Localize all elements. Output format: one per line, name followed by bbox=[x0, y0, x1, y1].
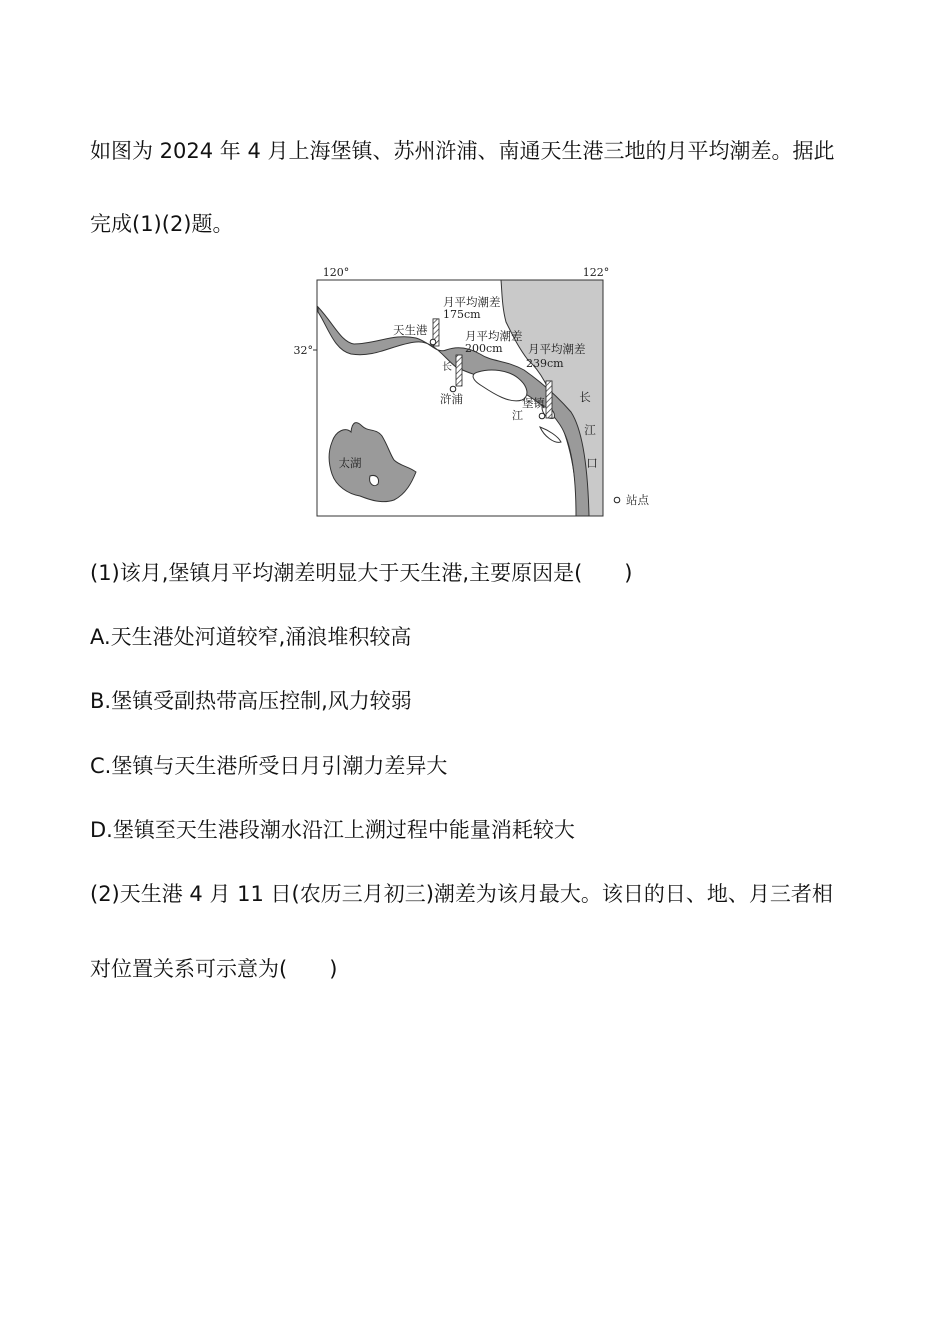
lon-label-122: 122° bbox=[582, 266, 610, 279]
q1-option-b: B.堡镇受副热带高压控制,风力较弱 bbox=[90, 689, 412, 713]
bar-value-baozhen: 239cm bbox=[526, 357, 564, 370]
bar-title-baozhen: 月平均潮差 bbox=[528, 342, 586, 356]
station-marker-tianshenggang bbox=[430, 339, 436, 345]
station-label-baozhen: 堡镇 bbox=[522, 396, 545, 410]
river-label-jiang: 江 bbox=[512, 409, 523, 422]
q2-stem-line-2: 对位置关系可示意为( ) bbox=[90, 957, 338, 981]
estuary-char-3: 口 bbox=[586, 456, 598, 470]
legend-station-label: 站点 bbox=[626, 493, 649, 507]
station-marker-xupu bbox=[450, 386, 456, 392]
tidal-range-map bbox=[293, 262, 656, 522]
estuary-char-1: 长 bbox=[579, 390, 591, 404]
station-marker-baozhen bbox=[539, 413, 545, 419]
lake-label: 太湖 bbox=[338, 456, 362, 470]
stem-line-1: 如图为 2024 年 4 月上海堡镇、苏州浒浦、南通天生港三地的月平均潮差。据此 bbox=[90, 139, 835, 163]
tidal-bar-xupu bbox=[456, 355, 462, 386]
q1-option-d: D.堡镇至天生港段潮水沿江上溯过程中能量消耗较大 bbox=[90, 818, 575, 842]
q1-stem: (1)该月,堡镇月平均潮差明显大于天生港,主要原因是( ) bbox=[90, 561, 633, 585]
lat-label-32: 32° bbox=[293, 344, 313, 357]
station-label-tianshenggang: 天生港 bbox=[393, 323, 428, 337]
q1-option-a: A.天生港处河道较窄,涌浪堆积较高 bbox=[90, 625, 412, 649]
q2-stem-line-1: (2)天生港 4 月 11 日(农历三月初三)潮差为该月最大。该日的日、地、月三者相 bbox=[90, 882, 833, 906]
bar-title-xupu: 月平均潮差 bbox=[465, 329, 523, 343]
stem-line-2: 完成(1)(2)题。 bbox=[90, 212, 234, 236]
legend-station-symbol bbox=[614, 497, 620, 503]
q1-option-c: C.堡镇与天生港所受日月引潮力差异大 bbox=[90, 754, 448, 778]
estuary-char-2: 江 bbox=[584, 423, 596, 437]
lon-label-120: 120° bbox=[322, 266, 350, 279]
bar-value-tianshenggang: 175cm bbox=[443, 308, 481, 321]
river-label-chang: 长 bbox=[442, 362, 452, 373]
station-label-xupu: 浒浦 bbox=[440, 392, 463, 406]
bar-title-tianshenggang: 月平均潮差 bbox=[443, 295, 501, 309]
bar-value-xupu: 200cm bbox=[465, 342, 503, 355]
tidal-bar-baozhen bbox=[546, 381, 552, 418]
